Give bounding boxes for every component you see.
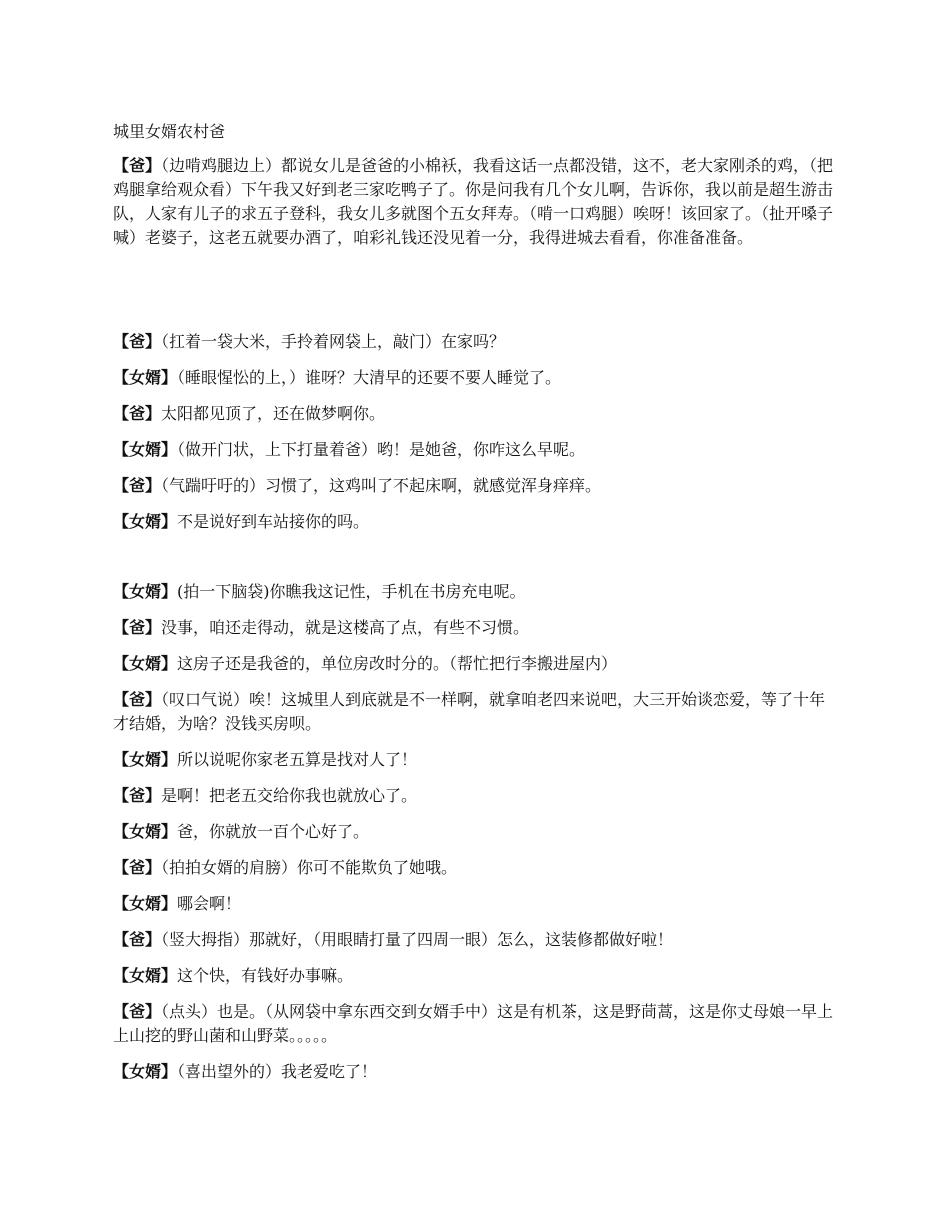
- document-body: [113, 120, 841, 1096]
- dialogue-paragraph: [113, 402, 841, 426]
- dialogue-paragraph: [113, 580, 841, 604]
- speaker-label: 【女婿】: [113, 440, 178, 459]
- dialogue-text: （喜出望外的）我老爱吃了！: [177, 1062, 378, 1081]
- dialogue-paragraph: [113, 748, 841, 772]
- dialogue-text: （竖大拇指）那就好，（用眼睛打量了四周一眼）怎么，这装修都做好啦！: [161, 930, 674, 949]
- speaker-label: 【爸】: [113, 476, 162, 495]
- dialogue-text: （拍拍女婿的肩膀）你可不能欺负了她哦。: [161, 858, 458, 877]
- dialogue-paragraph: [113, 784, 841, 808]
- dialogue-paragraph: [113, 688, 841, 736]
- speaker-label: 【女婿】: [113, 822, 178, 841]
- speaker-label: 【爸】: [113, 786, 162, 805]
- speaker-label: 【女婿】: [113, 512, 178, 531]
- dialogue-text: 不是说好到车站接你的吗。: [177, 512, 370, 531]
- dialogue-text: （边啃鸡腿边上）都说女儿是爸爸的小棉袄，我看这话一点都没错，这不，老大家刚杀的鸡，（把鸡腿拿给观众看）下午我又好到老三家吃鸭子了。你是问我有几个女儿啊，告诉你，我以前是超生游击队，人家有儿子的求五子登科，我女儿多就图个五女拜寿。（啃一口鸡腿）唉呀！该回家了。（扯开嗓子喊）老婆子，这老五就要办酒了，咱彩礼钱还没见着一分，我得进城去看看，你准备准备。: [113, 156, 834, 247]
- speaker-label: 【女婿】: [113, 750, 178, 769]
- section-gap: [113, 546, 841, 580]
- speaker-label: 【爸】: [113, 156, 162, 175]
- dialogue-text: 是啊！把老五交给你我也就放心了。: [161, 786, 418, 805]
- dialogue-paragraph: [113, 330, 841, 354]
- dialogue-paragraph: [113, 892, 841, 916]
- speaker-label: 【爸】: [113, 332, 162, 351]
- dialogue-text: （点头）也是。（从网袋中拿东西交到女婿手中）这是有机茶，这是野茼蒿，这是你丈母娘一早上上山挖的野山菌和山野菜。。。。。: [113, 1002, 834, 1045]
- dialogue-text: 这个快，有钱好办事嘛。: [177, 966, 354, 985]
- dialogue-text: （扛着一袋大米，手拎着网袋上，敲门）在家吗？: [161, 332, 506, 351]
- dialogue-text: 这房子还是我爸的，单位房改时分的。（帮忙把行李搬进屋内）: [177, 654, 618, 673]
- dialogue-text: （气踹吁吁的）习惯了，这鸡叫了不起床啊，就感觉浑身痒痒。: [161, 476, 602, 495]
- dialogue-text: 爸，你就放一百个心好了。: [177, 822, 370, 841]
- speaker-label: 【爸】: [113, 690, 162, 709]
- dialogue-text: （睡眼惺忪的上，）谁呀？大清早的还要不要人睡觉了。: [177, 368, 562, 387]
- speaker-label: 【女婿】: [113, 582, 178, 601]
- document-title: 城里女婿农村爸: [113, 122, 226, 141]
- section-gap: [113, 262, 841, 330]
- dialogue-paragraph: [113, 1000, 841, 1048]
- dialogue-paragraph: [113, 474, 841, 498]
- dialogue-text: 所以说呢你家老五算是找对人了！: [177, 750, 418, 769]
- dialogue-text: （叹口气说）唉！这城里人到底就是不一样啊，就拿咱老四来说吧，大三开始谈恋爱，等了十年才结婚，为啥？没钱买房呗。: [113, 690, 826, 733]
- speaker-label: 【爸】: [113, 1002, 162, 1021]
- speaker-label: 【女婿】: [113, 654, 178, 673]
- speaker-label: 【爸】: [113, 404, 162, 423]
- dialogue-paragraph: [113, 964, 841, 988]
- dialogue-text: 哪会啊！: [177, 894, 242, 913]
- dialogue-paragraph: [113, 438, 841, 462]
- speaker-label: 【爸】: [113, 618, 162, 637]
- dialogue-text: 没事，咱还走得动，就是这楼高了点，有些不习惯。: [161, 618, 530, 637]
- speaker-label: 【爸】: [113, 858, 162, 877]
- speaker-label: 【爸】: [113, 930, 162, 949]
- speaker-label: 【女婿】: [113, 894, 178, 913]
- dialogue-paragraph: [113, 856, 841, 880]
- dialogue-paragraph: [113, 616, 841, 640]
- dialogue-text: （做开门状，上下打量着爸）哟！是她爸，你咋这么早呢。: [177, 440, 586, 459]
- dialogue-paragraph: [113, 154, 841, 250]
- dialogue-paragraph: [113, 652, 841, 676]
- dialogue-paragraph: [113, 928, 841, 952]
- dialogue-paragraph: [113, 1060, 841, 1084]
- dialogue-paragraph: [113, 366, 841, 390]
- speaker-label: 【女婿】: [113, 966, 178, 985]
- speaker-label: 【女婿】: [113, 368, 178, 387]
- dialogue-text: (拍一下脑袋)你瞧我这记性，手机在书房充电呢。: [177, 582, 526, 601]
- dialogue-paragraph: [113, 820, 841, 844]
- dialogue-text: 太阳都见顶了，还在做梦啊你。: [161, 404, 386, 423]
- dialogue-paragraph: [113, 510, 841, 534]
- speaker-label: 【女婿】: [113, 1062, 178, 1081]
